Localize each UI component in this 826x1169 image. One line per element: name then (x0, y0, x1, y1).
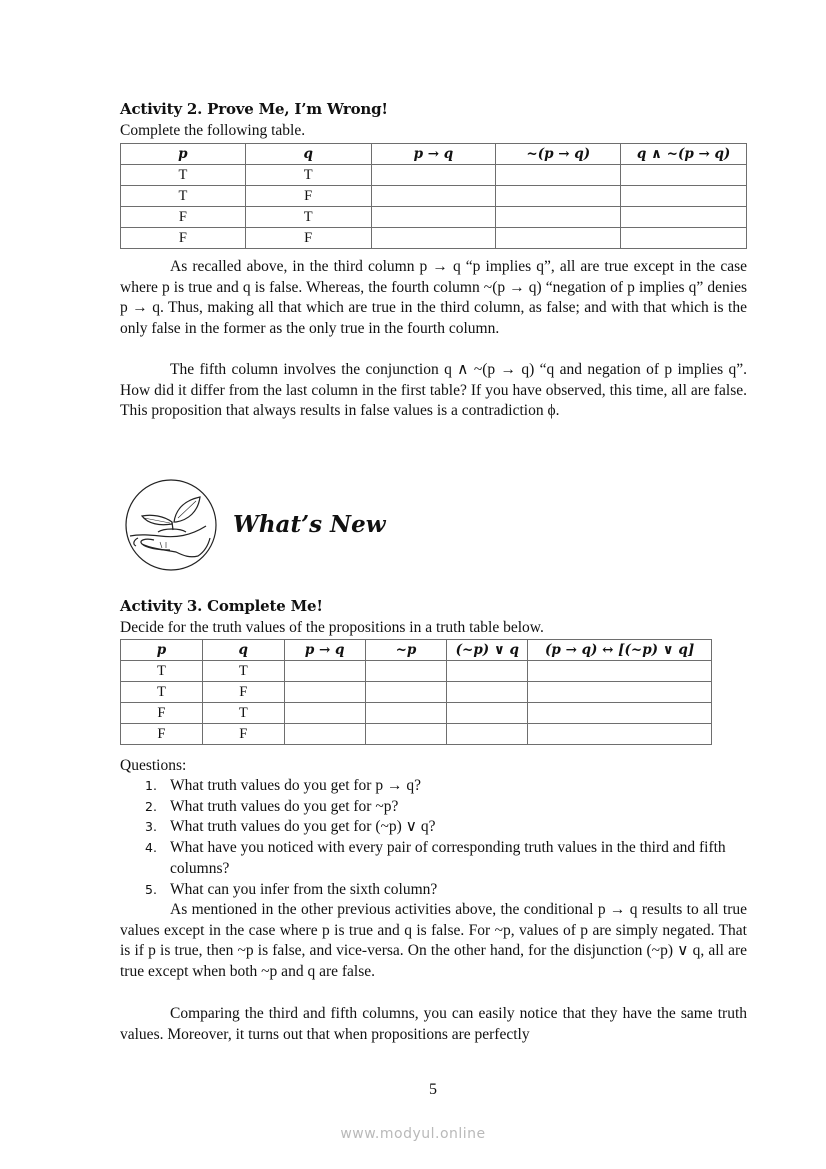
answer-cell[interactable] (447, 724, 528, 745)
answer-cell[interactable] (496, 186, 621, 207)
section-title: What’s New (233, 511, 386, 538)
activity3-title: Activity 3. Complete Me! (120, 597, 323, 615)
question-number: 2. (145, 798, 157, 814)
question-item (140, 880, 740, 901)
table-cell: T (202, 703, 284, 724)
table-row (121, 228, 747, 249)
answer-cell[interactable] (496, 228, 621, 249)
paragraph-text: As mentioned in the other previous activities above, the conditional p → q results to all true values except in the case where p is true and q is false. For ~p, values of p are simply negated. That is if p is true, then ~p is false, and vice-versa. On the other hand, for the disjunction (~p) ∨ q, all are true except when both ~p and q are false. (120, 901, 747, 981)
table-cell: F (121, 703, 203, 724)
table-cell: F (121, 207, 246, 228)
table-cell: T (121, 186, 246, 207)
answer-cell[interactable] (371, 228, 496, 249)
question-number: 5. (145, 881, 157, 897)
question-text: What truth values do you get for ~p? (170, 797, 399, 815)
answer-cell[interactable] (371, 186, 496, 207)
answer-cell[interactable] (528, 661, 712, 682)
table-cell: F (202, 682, 284, 703)
answer-cell[interactable] (365, 724, 447, 745)
answer-cell[interactable] (284, 703, 365, 724)
table-cell: F (245, 186, 371, 207)
activity2-instruction: Complete the following table. (120, 122, 306, 139)
header-cell: q (202, 640, 284, 661)
answer-cell[interactable] (365, 682, 447, 703)
activity2-title: Activity 2. Prove Me, I’m Wrong! (120, 100, 388, 118)
table-row (121, 165, 747, 186)
answer-cell[interactable] (528, 682, 712, 703)
activity3-paragraph-2 (120, 1004, 747, 1045)
answer-cell[interactable] (528, 703, 712, 724)
activity2-paragraph-1 (120, 257, 747, 340)
table-header-row (121, 144, 747, 165)
question-text: What truth values do you get for (~p) ∨ q? (170, 818, 436, 836)
header-cell: (~p) ∨ q (447, 640, 528, 661)
answer-cell[interactable] (365, 703, 447, 724)
table-row (121, 703, 712, 724)
header-cell: p → q (371, 144, 496, 165)
header-cell: p (121, 640, 203, 661)
table-header-row (121, 640, 712, 661)
table-cell: F (202, 724, 284, 745)
table-cell: T (121, 661, 203, 682)
answer-cell[interactable] (371, 207, 496, 228)
question-item (140, 817, 740, 838)
question-item (140, 797, 740, 818)
header-cell: ~(p → q) (496, 144, 621, 165)
answer-cell[interactable] (621, 228, 747, 249)
footer-watermark: www.modyul.online (340, 1126, 486, 1142)
answer-cell[interactable] (496, 207, 621, 228)
answer-cell[interactable] (365, 661, 447, 682)
answer-cell[interactable] (447, 682, 528, 703)
table-row (121, 724, 712, 745)
answer-cell[interactable] (621, 165, 747, 186)
table-row (121, 186, 747, 207)
paragraph-text: As recalled above, in the third column p → q “p implies q”, all are true except in the case where p is true and q is false. Whereas, the fourth column ~(p → q) “negation of p implies q” denies p → q. Thus, making all that which are true in the third column, as false; and with that which is the only false in the former as the only true in the fourth column. (120, 258, 747, 338)
activity2-truth-table (120, 143, 747, 249)
activity3-instruction: Decide for the truth values of the propositions in a truth table below. (120, 619, 544, 636)
activity3-truth-table (120, 639, 712, 745)
header-cell: (p → q) ↔ [(~p) ∨ q] (528, 640, 712, 661)
paragraph-text: Comparing the third and fifth columns, you can easily notice that they have the same truth values. Moreover, it turns out that when propositions are perfectly (120, 1005, 747, 1043)
answer-cell[interactable] (284, 724, 365, 745)
table-cell: T (202, 661, 284, 682)
question-text: What truth values do you get for p → q? (170, 777, 421, 794)
question-number: 4. (145, 840, 157, 856)
question-number: 3. (145, 819, 157, 835)
table-row (121, 661, 712, 682)
answer-cell[interactable] (621, 207, 747, 228)
question-text: What have you noticed with every pair of corresponding truth values in the third and fifth columns? (170, 839, 726, 877)
header-cell: p (121, 144, 246, 165)
page-number: 5 (429, 1081, 437, 1098)
question-number: 1. (145, 778, 157, 793)
activity2-paragraph-2 (120, 360, 747, 422)
answer-cell[interactable] (371, 165, 496, 186)
table-row (121, 207, 747, 228)
table-row (121, 682, 712, 703)
header-cell: q (245, 144, 371, 165)
questions-label: Questions: (120, 757, 187, 774)
table-cell: F (121, 228, 246, 249)
question-item (140, 838, 740, 879)
answer-cell[interactable] (284, 682, 365, 703)
answer-cell[interactable] (284, 661, 365, 682)
answer-cell[interactable] (621, 186, 747, 207)
table-cell: F (121, 724, 203, 745)
hand-holding-seedling-icon (124, 478, 218, 572)
table-cell: F (245, 228, 371, 249)
answer-cell[interactable] (496, 165, 621, 186)
question-item (140, 776, 740, 797)
answer-cell[interactable] (447, 661, 528, 682)
table-cell: T (245, 207, 371, 228)
table-cell: T (121, 165, 246, 186)
question-text: What can you infer from the sixth column? (170, 880, 438, 898)
answer-cell[interactable] (528, 724, 712, 745)
header-cell: q ∧ ~(p → q) (621, 144, 747, 165)
paragraph-text: The fifth column involves the conjunction q ∧ ~(p → q) “q and negation of p implies q”. How did it differ from the last column in the first table? If you have observed, this time, all are false. This proposition that always results in false values is a contradiction ϕ. (120, 361, 747, 420)
header-cell: p → q (284, 640, 365, 661)
table-cell: T (245, 165, 371, 186)
table-cell: T (121, 682, 203, 703)
header-cell: ~p (365, 640, 447, 661)
questions-list (140, 776, 740, 900)
activity3-paragraph-1 (120, 900, 747, 983)
answer-cell[interactable] (447, 703, 528, 724)
